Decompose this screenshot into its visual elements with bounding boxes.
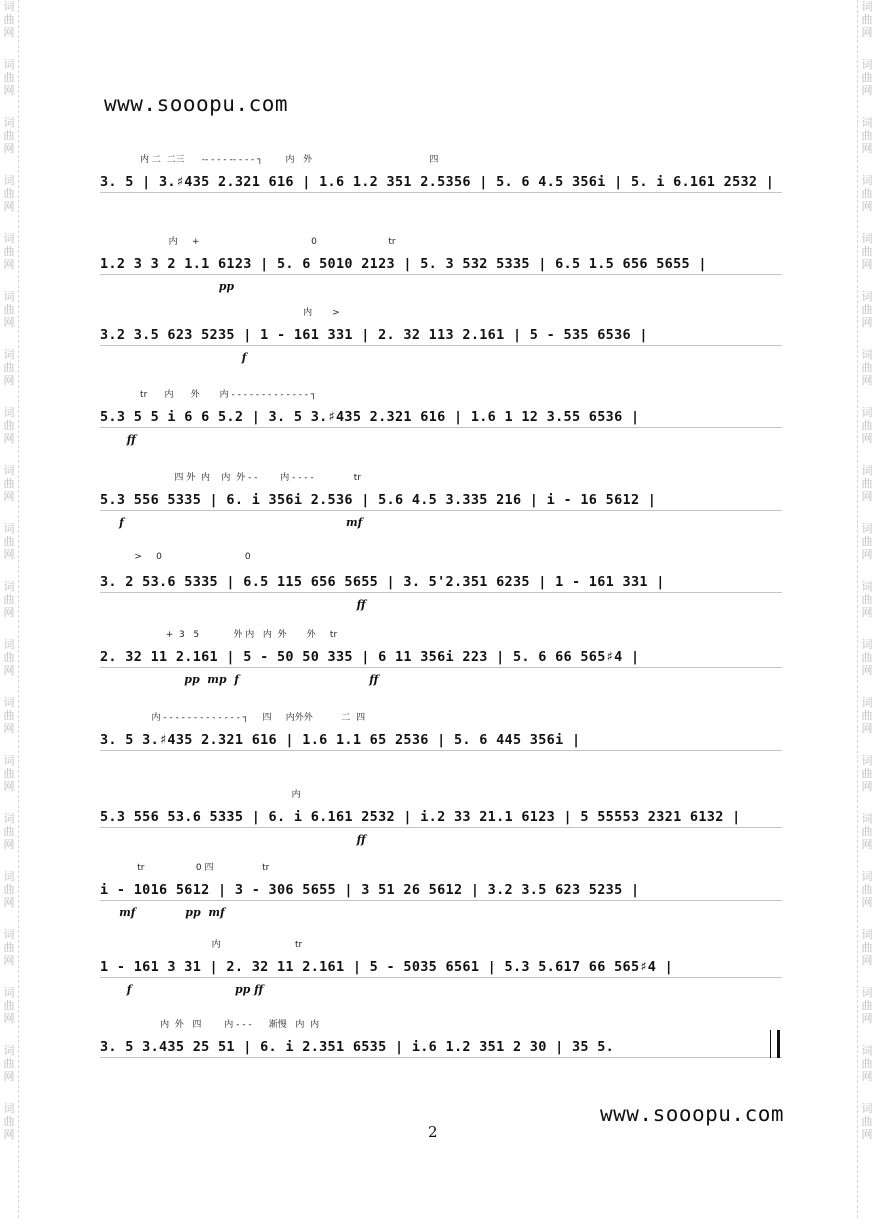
score-line bbox=[92, 858, 782, 924]
beam-underline bbox=[100, 900, 782, 901]
watermark-text: 词 曲 网 bbox=[861, 812, 873, 851]
ornament-marks: 内 二 二三 -- - - - -- - - - ┐ 内 外 四 bbox=[100, 155, 439, 165]
dynamics-marks: ff bbox=[100, 598, 366, 611]
score-line bbox=[92, 708, 782, 774]
beam-underline bbox=[100, 977, 782, 978]
notation-text: 2. 32 11 2.161 | 5 - 50 50 335 | 6 11 356i 223 | 5. 6 66 565♯4 | bbox=[100, 649, 640, 665]
notation-text: 5.3 556 53.6 5335 | 6. i 6.161 2532 | i.2 33 21.1 6123 | 5 55553 2321 6132 | bbox=[100, 809, 741, 825]
watermark-text: 词 曲 网 bbox=[861, 580, 873, 619]
beam-underline bbox=[100, 345, 782, 346]
ornament-marks: 四 外 内 内 外 - - 内 - - - - tr bbox=[100, 473, 361, 483]
watermark-text: 词 曲 网 bbox=[3, 1102, 15, 1141]
beam-underline bbox=[100, 192, 782, 193]
site-url-top[interactable]: www.sooopu.com bbox=[104, 92, 289, 116]
ornament-marks: 内 外 四 内 - - - 渐慢 内 内 bbox=[100, 1020, 320, 1030]
watermark-text: 词 曲 网 bbox=[861, 986, 873, 1025]
watermark-text: 词 曲 网 bbox=[3, 522, 15, 561]
score-line bbox=[92, 468, 782, 534]
watermark-text: 词 曲 网 bbox=[861, 754, 873, 793]
dynamics-marks: ff bbox=[100, 433, 136, 446]
watermark-text: 词 曲 网 bbox=[861, 638, 873, 677]
score-line bbox=[92, 1015, 782, 1081]
watermark-text: 词 曲 网 bbox=[3, 1044, 15, 1083]
notation-text: i - 1016 5612 | 3 - 306 5655 | 3 51 26 5612 | 3.2 3.5 623 5235 | bbox=[100, 882, 640, 898]
watermark-text: 词 曲 网 bbox=[861, 1102, 873, 1141]
beam-underline bbox=[100, 667, 782, 668]
site-url-bottom[interactable]: www.sooopu.com bbox=[600, 1102, 785, 1126]
ornament-marks: 内 bbox=[100, 790, 301, 800]
dynamics-marks: pp mp f ff bbox=[100, 673, 379, 686]
beam-underline bbox=[100, 1057, 782, 1058]
watermark-text: 词 曲 网 bbox=[3, 232, 15, 271]
beam-underline bbox=[100, 510, 782, 511]
ornament-marks: + 3 5 外 内 内 外 外 tr bbox=[100, 630, 338, 640]
ornament-marks: tr 内 外 内 - - - - - - - - - - - - - ┐ bbox=[100, 390, 317, 400]
watermark-text: 词 曲 网 bbox=[861, 522, 873, 561]
dynamics-marks: f mf bbox=[100, 516, 363, 529]
watermark-strip-right bbox=[857, 0, 876, 1218]
ornament-marks: 内 > bbox=[100, 308, 340, 318]
watermark-text: 词 曲 网 bbox=[3, 870, 15, 909]
dynamics-marks: ff bbox=[100, 833, 366, 846]
ornament-marks: 内 - - - - - - - - - - - - - ┐ 四 内外外 二 四 bbox=[100, 713, 366, 723]
watermark-text: 词 曲 网 bbox=[3, 928, 15, 967]
watermark-text: 词 曲 网 bbox=[861, 870, 873, 909]
score-line bbox=[92, 385, 782, 451]
watermark-text: 词 曲 网 bbox=[861, 290, 873, 329]
watermark-text: 词 曲 网 bbox=[861, 464, 873, 503]
watermark-text: 词 曲 网 bbox=[3, 754, 15, 793]
watermark-text: 词 曲 网 bbox=[3, 290, 15, 329]
beam-underline bbox=[100, 592, 782, 593]
score-line bbox=[92, 935, 782, 1001]
score-line bbox=[92, 785, 782, 851]
beam-underline bbox=[100, 274, 782, 275]
score-line bbox=[92, 232, 782, 298]
watermark-text: 词 曲 网 bbox=[861, 1044, 873, 1083]
dynamics-marks: f pp ff bbox=[100, 983, 264, 996]
dynamics-marks: f bbox=[100, 351, 247, 364]
ornament-marks: > 0 0 bbox=[100, 552, 251, 562]
notation-text: 3.2 3.5 623 5235 | 1 - 161 331 | 2. 32 113 2.161 | 5 - 535 6536 | bbox=[100, 327, 648, 343]
beam-underline bbox=[100, 827, 782, 828]
watermark-text: 词 曲 网 bbox=[861, 116, 873, 155]
watermark-text: 词 曲 网 bbox=[861, 174, 873, 213]
ornament-marks: 内 + 0 tr bbox=[100, 237, 396, 247]
watermark-text: 词 曲 网 bbox=[3, 464, 15, 503]
notation-text: 5.3 5 5 i 6 6 5.2 | 3. 5 3.♯435 2.321 616 | 1.6 1 12 3.55 6536 | bbox=[100, 409, 640, 425]
notation-text: 5.3 556 5335 | 6. i 356i 2.536 | 5.6 4.5 3.335 216 | i - 16 5612 | bbox=[100, 492, 657, 508]
watermark-text: 词 曲 网 bbox=[3, 174, 15, 213]
watermark-text: 词 曲 网 bbox=[861, 0, 873, 39]
watermark-text: 词 曲 网 bbox=[3, 116, 15, 155]
watermark-text: 词 曲 网 bbox=[861, 928, 873, 967]
watermark-text: 词 曲 网 bbox=[3, 638, 15, 677]
watermark-text: 词 曲 网 bbox=[3, 406, 15, 445]
notation-text: 3. 2 53.6 5335 | 6.5 115 656 5655 | 3. 5'2.351 6235 | 1 - 161 331 | bbox=[100, 574, 665, 590]
ornament-marks: tr 0 四 tr bbox=[100, 863, 270, 873]
score-line bbox=[92, 550, 782, 616]
watermark-text: 词 曲 网 bbox=[861, 232, 873, 271]
beam-underline bbox=[100, 750, 782, 751]
notation-text: 3. 5 3.435 25 51 | 6. i 2.351 6535 | i.6 1.2 351 2 30 | 35 5. bbox=[100, 1039, 615, 1055]
watermark-text: 词 曲 网 bbox=[861, 406, 873, 445]
score-line bbox=[92, 150, 782, 216]
watermark-text: 词 曲 网 bbox=[3, 580, 15, 619]
watermark-text: 词 曲 网 bbox=[3, 0, 15, 39]
notation-text: 1 - 161 3 31 | 2. 32 11 2.161 | 5 - 5035 6561 | 5.3 5.617 66 565♯4 | bbox=[100, 959, 674, 975]
watermark-text: 词 曲 网 bbox=[3, 696, 15, 735]
dynamics-marks: pp bbox=[100, 280, 235, 293]
watermark-text: 词 曲 网 bbox=[861, 348, 873, 387]
score-line bbox=[92, 303, 782, 369]
score-line bbox=[92, 625, 782, 691]
notation-text: 1.2 3 3 2 1.1 6123 | 5. 6 5010 2123 | 5. 3 532 5335 | 6.5 1.5 656 5655 | bbox=[100, 256, 707, 272]
watermark-text: 词 曲 网 bbox=[3, 348, 15, 387]
watermark-text: 词 曲 网 bbox=[3, 812, 15, 851]
watermark-text: 词 曲 网 bbox=[3, 986, 15, 1025]
ornament-marks: 内 tr bbox=[100, 940, 303, 950]
beam-underline bbox=[100, 427, 782, 428]
page-number: 2 bbox=[428, 1123, 438, 1141]
notation-text: 3. 5 | 3.♯435 2.321 616 | 1.6 1.2 351 2.5356 | 5. 6 4.5 356i | 5. i 6.161 2532 | bbox=[100, 174, 775, 190]
watermark-strip-left bbox=[0, 0, 19, 1218]
notation-text: 3. 5 3.♯435 2.321 616 | 1.6 1.1 65 2536 | 5. 6 445 356i | bbox=[100, 732, 581, 748]
dynamics-marks: mf pp mf bbox=[100, 906, 225, 919]
watermark-text: 词 曲 网 bbox=[3, 58, 15, 97]
watermark-text: 词 曲 网 bbox=[861, 58, 873, 97]
final-barline bbox=[770, 1030, 780, 1058]
watermark-text: 词 曲 网 bbox=[861, 696, 873, 735]
